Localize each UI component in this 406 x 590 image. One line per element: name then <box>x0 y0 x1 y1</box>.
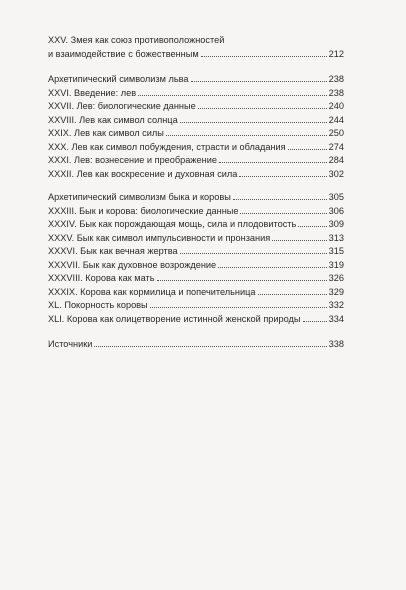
dot-leader <box>298 226 326 227</box>
dot-leader <box>303 321 327 322</box>
toc-entry <box>48 127 344 141</box>
toc-page-number: 338 <box>328 339 344 349</box>
table-of-contents <box>48 34 344 352</box>
toc-entry-title: XXVIII. Лев как символ солнца <box>48 114 178 125</box>
toc-entry-title: Источники <box>48 339 93 349</box>
toc-entry <box>48 141 344 155</box>
toc-entry-title: XXVI. Введение: лев <box>48 87 137 98</box>
toc-entry <box>48 272 344 286</box>
dot-leader <box>272 240 326 241</box>
toc-section-heading <box>48 73 344 87</box>
dot-leader <box>288 149 327 150</box>
toc-section-heading <box>48 191 344 205</box>
dot-leader <box>219 162 327 163</box>
toc-entry <box>48 313 344 327</box>
toc-entry <box>48 87 344 101</box>
toc-entry <box>48 259 344 273</box>
toc-entry <box>48 218 344 232</box>
toc-entry-title: XLI. Корова как олицетворение истинной женской природы <box>48 313 301 324</box>
toc-entry <box>48 205 344 219</box>
toc-entry-title: XL. Покорность коровы <box>48 300 148 310</box>
toc-page-number: 238 <box>328 74 344 84</box>
toc-entry-title: XXX. Лев как символ побуждения, страсти и обладания <box>48 141 286 152</box>
dot-leader <box>233 199 327 200</box>
dot-leader <box>258 294 327 295</box>
toc-entry-title: XXXVIII. Корова как мать <box>48 273 155 283</box>
toc-page-number: 274 <box>328 141 344 152</box>
toc-entry-title: XXXVI. Бык как вечная жертва <box>48 246 178 256</box>
toc-page-number: 332 <box>328 300 344 310</box>
dot-leader <box>239 176 326 177</box>
toc-section-heading <box>48 338 344 352</box>
toc-page-number: 329 <box>328 286 344 297</box>
dot-leader <box>218 267 327 268</box>
toc-entry-title: XXIX. Лев как символ силы <box>48 128 164 138</box>
toc-page-number: 244 <box>328 114 344 125</box>
toc-page-number: 212 <box>328 48 344 59</box>
toc-entry <box>48 299 344 313</box>
toc-entry <box>48 168 344 182</box>
toc-entry-title: XXXIX. Корова как кормилица и попечительница <box>48 286 256 297</box>
toc-entry-title: XXXIV. Бык как порождающая мощь, сила и плодовитость <box>48 219 297 229</box>
dot-leader <box>180 253 327 254</box>
toc-page-number: 305 <box>328 192 344 202</box>
toc-entry <box>48 48 344 62</box>
toc-page-number: 326 <box>328 273 344 283</box>
toc-page-number: 302 <box>328 168 344 179</box>
dot-leader <box>240 213 326 214</box>
dot-leader <box>191 81 327 82</box>
toc-entry <box>48 232 344 246</box>
spacer <box>48 181 344 191</box>
toc-entry-title: XXV. Змея как союз противоположностей <box>48 35 225 45</box>
toc-page-number: 238 <box>328 87 344 98</box>
toc-entry <box>48 114 344 128</box>
toc-entry-title: Архетипический символизм льва <box>48 74 189 84</box>
toc-entry-title: XXXII. Лев как воскресение и духовная сила <box>48 168 238 179</box>
spacer <box>48 61 344 73</box>
toc-entry-title: XXXIII. Бык и корова: биологические данные <box>48 205 239 216</box>
toc-entry-title: XXXI. Лев: вознесение и преображение <box>48 155 217 165</box>
dot-leader <box>138 95 327 96</box>
dot-leader <box>166 135 327 136</box>
toc-page-number: 334 <box>328 313 344 324</box>
dot-leader <box>157 280 327 281</box>
toc-page-number: 284 <box>328 155 344 165</box>
dot-leader <box>180 122 327 123</box>
dot-leader <box>94 346 326 347</box>
toc-entry-title: XXVII. Лев: биологические данные <box>48 101 196 111</box>
toc-entry-title: Архетипический символизм быка и коровы <box>48 192 231 202</box>
toc-entry-title: и взаимодействие с божественным <box>48 48 199 59</box>
dot-leader <box>198 108 327 109</box>
dot-leader <box>150 307 327 308</box>
toc-entry-title: XXXVII. Бык как духовное возрождение <box>48 259 217 270</box>
toc-page-number: 306 <box>328 205 344 216</box>
toc-page-number: 240 <box>328 101 344 111</box>
dot-leader <box>201 56 327 57</box>
toc-entry <box>48 154 344 168</box>
toc-page-number: 315 <box>328 246 344 256</box>
toc-entry <box>48 100 344 114</box>
toc-entry-title: XXXV. Бык как символ импульсивности и пронзания <box>48 232 271 243</box>
toc-entry <box>48 245 344 259</box>
toc-page-number: 313 <box>328 232 344 243</box>
spacer <box>48 326 344 338</box>
toc-page-number: 319 <box>328 259 344 270</box>
toc-entry <box>48 286 344 300</box>
toc-page-number: 309 <box>328 219 344 229</box>
toc-page-number: 250 <box>328 128 344 138</box>
